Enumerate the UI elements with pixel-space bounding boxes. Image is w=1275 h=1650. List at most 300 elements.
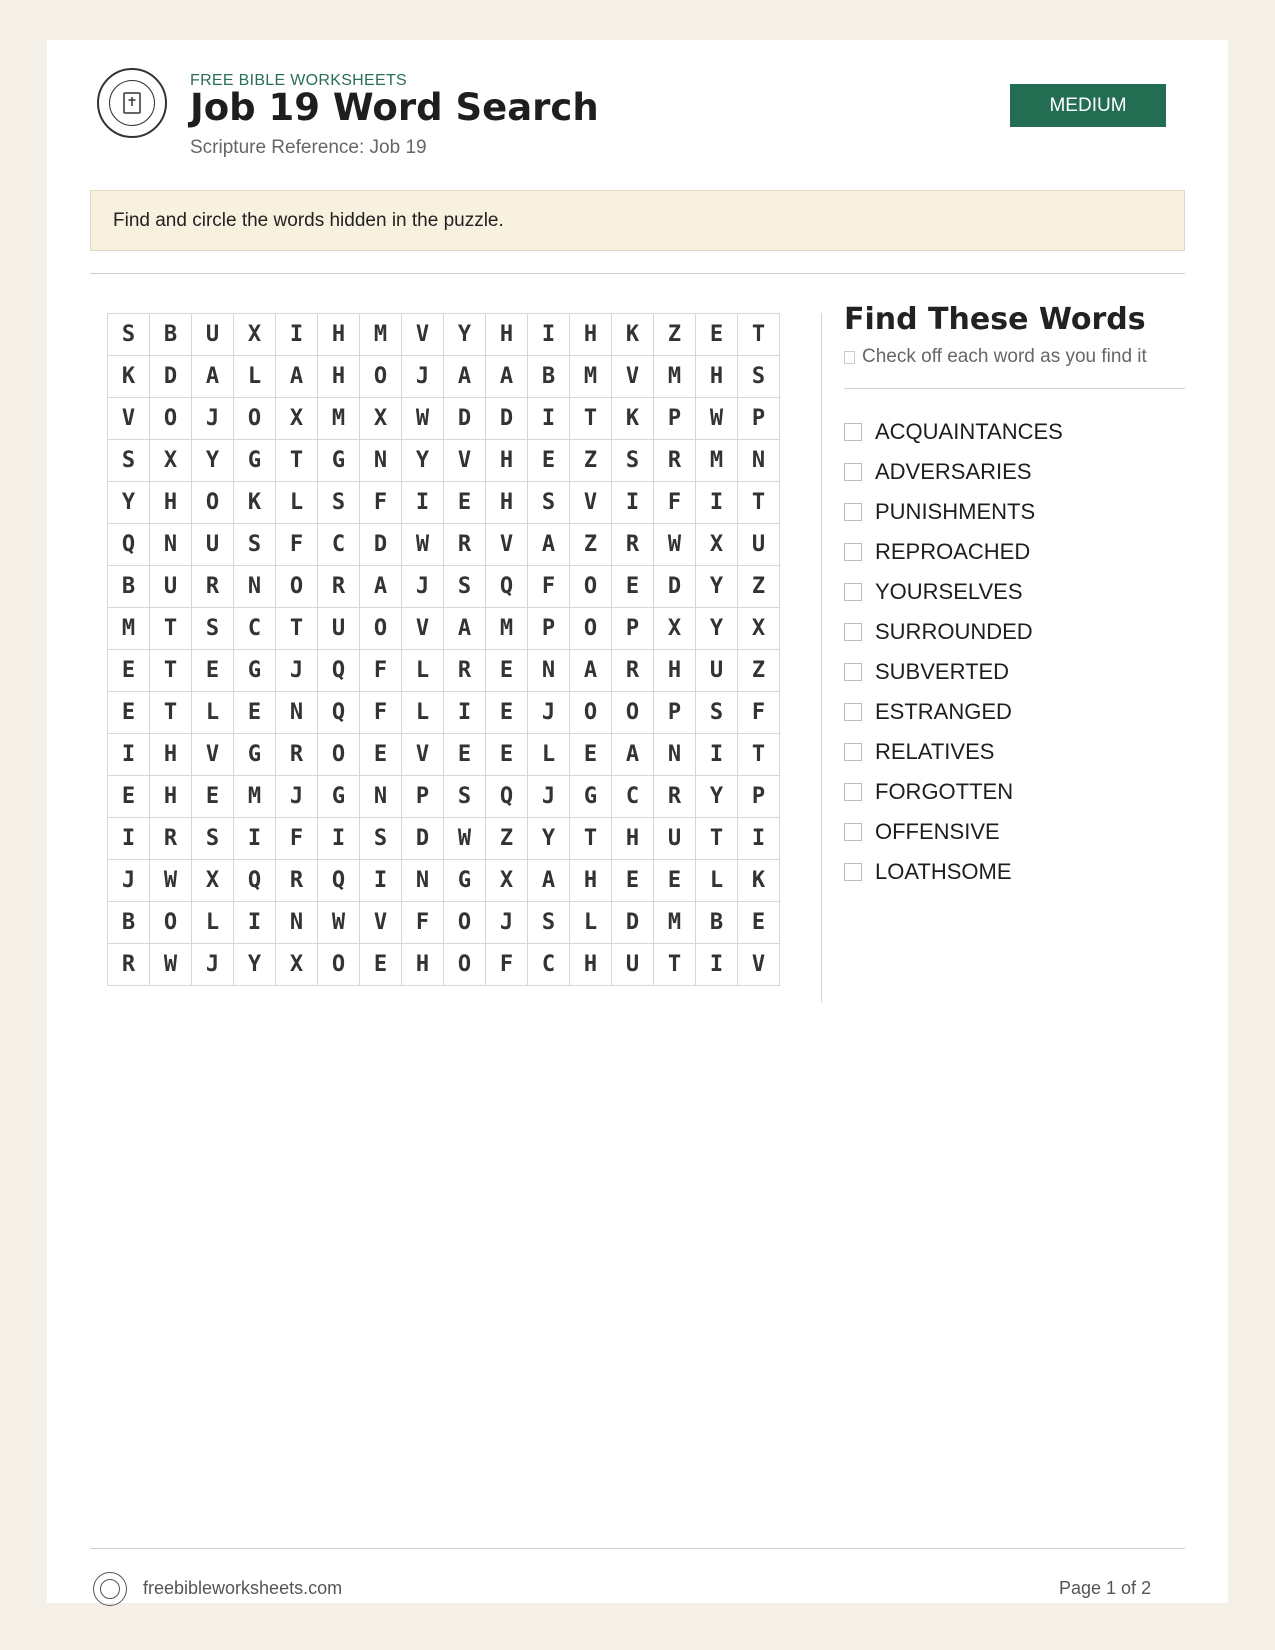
word-label: YOURSELVES bbox=[875, 579, 1023, 604]
grid-cell: Y bbox=[696, 776, 738, 818]
grid-cell: X bbox=[654, 608, 696, 650]
word-checkbox[interactable] bbox=[844, 863, 862, 881]
grid-cell: O bbox=[444, 944, 486, 986]
page-number: Page 1 of 2 bbox=[1059, 1578, 1152, 1598]
divider bbox=[90, 273, 1185, 274]
grid-cell: W bbox=[402, 524, 444, 566]
grid-cell: W bbox=[150, 944, 192, 986]
word-label: RELATIVES bbox=[875, 739, 995, 764]
grid-cell: F bbox=[402, 902, 444, 944]
grid-cell: M bbox=[570, 356, 612, 398]
word-list-hint bbox=[844, 346, 1147, 368]
grid-cell: I bbox=[696, 734, 738, 776]
grid-cell: T bbox=[654, 944, 696, 986]
grid-cell: O bbox=[360, 608, 402, 650]
grid-cell: O bbox=[318, 944, 360, 986]
grid-cell: W bbox=[318, 902, 360, 944]
grid-cell: E bbox=[444, 482, 486, 524]
grid-cell: R bbox=[654, 776, 696, 818]
grid-cell: I bbox=[528, 314, 570, 356]
grid-cell: G bbox=[318, 440, 360, 482]
grid-cell: I bbox=[696, 944, 738, 986]
word-checkbox[interactable] bbox=[844, 743, 862, 761]
grid-cell: U bbox=[192, 314, 234, 356]
grid-cell: T bbox=[570, 818, 612, 860]
grid-cell: E bbox=[486, 650, 528, 692]
grid-cell: X bbox=[486, 860, 528, 902]
grid-cell: T bbox=[150, 608, 192, 650]
grid-cell: O bbox=[444, 902, 486, 944]
grid-cell: H bbox=[654, 650, 696, 692]
grid-cell: F bbox=[360, 650, 402, 692]
grid-cell: H bbox=[150, 776, 192, 818]
grid-row bbox=[108, 818, 780, 860]
grid-cell: T bbox=[570, 398, 612, 440]
grid-cell: E bbox=[738, 902, 780, 944]
word-list-item[interactable] bbox=[844, 692, 1063, 732]
grid-cell: K bbox=[108, 356, 150, 398]
grid-cell: H bbox=[570, 944, 612, 986]
grid-cell: T bbox=[276, 608, 318, 650]
grid-cell: P bbox=[528, 608, 570, 650]
grid-cell: M bbox=[108, 608, 150, 650]
grid-cell: H bbox=[570, 860, 612, 902]
grid-cell: I bbox=[402, 482, 444, 524]
word-search-grid bbox=[107, 313, 780, 986]
grid-cell: N bbox=[654, 734, 696, 776]
column-divider bbox=[821, 313, 822, 1003]
grid-cell: P bbox=[654, 692, 696, 734]
grid-cell: E bbox=[486, 692, 528, 734]
grid-cell: L bbox=[192, 902, 234, 944]
word-checkbox[interactable] bbox=[844, 543, 862, 561]
grid-cell: I bbox=[528, 398, 570, 440]
bible-book-icon bbox=[100, 1579, 120, 1599]
instruction-box: Find and circle the words hidden in the puzzle. bbox=[90, 190, 1185, 251]
grid-cell: B bbox=[150, 314, 192, 356]
grid-cell: I bbox=[276, 314, 318, 356]
grid-cell: I bbox=[612, 482, 654, 524]
grid-cell: I bbox=[108, 818, 150, 860]
grid-cell: Y bbox=[528, 818, 570, 860]
grid-cell: U bbox=[318, 608, 360, 650]
grid-cell: V bbox=[402, 734, 444, 776]
grid-cell: T bbox=[696, 818, 738, 860]
grid-cell: S bbox=[234, 524, 276, 566]
grid-cell: X bbox=[234, 314, 276, 356]
grid-cell: V bbox=[108, 398, 150, 440]
grid-cell: J bbox=[528, 692, 570, 734]
grid-cell: S bbox=[444, 566, 486, 608]
grid-cell: D bbox=[654, 566, 696, 608]
word-list-item[interactable] bbox=[844, 452, 1063, 492]
grid-cell: T bbox=[738, 314, 780, 356]
word-label: ESTRANGED bbox=[875, 699, 1012, 724]
grid-cell: E bbox=[486, 734, 528, 776]
grid-cell: C bbox=[234, 608, 276, 650]
grid-row bbox=[108, 944, 780, 986]
grid-cell: X bbox=[276, 944, 318, 986]
grid-cell: H bbox=[150, 734, 192, 776]
grid-cell: J bbox=[276, 776, 318, 818]
word-label: SUBVERTED bbox=[875, 659, 1010, 684]
grid-cell: U bbox=[654, 818, 696, 860]
grid-cell: L bbox=[402, 692, 444, 734]
grid-cell: O bbox=[612, 692, 654, 734]
grid-cell: E bbox=[192, 650, 234, 692]
grid-row bbox=[108, 566, 780, 608]
grid-cell: I bbox=[318, 818, 360, 860]
word-label: LOATHSOME bbox=[875, 859, 1012, 884]
grid-cell: S bbox=[528, 482, 570, 524]
grid-cell: N bbox=[402, 860, 444, 902]
grid-cell: J bbox=[402, 356, 444, 398]
grid-cell: E bbox=[108, 650, 150, 692]
grid-cell: V bbox=[570, 482, 612, 524]
grid-cell: D bbox=[444, 398, 486, 440]
divider bbox=[844, 388, 1185, 389]
grid-cell: R bbox=[192, 566, 234, 608]
grid-cell: Y bbox=[402, 440, 444, 482]
grid-cell: L bbox=[276, 482, 318, 524]
grid-cell: A bbox=[528, 860, 570, 902]
grid-cell: Z bbox=[486, 818, 528, 860]
grid-cell: I bbox=[360, 860, 402, 902]
grid-cell: T bbox=[738, 482, 780, 524]
grid-cell: X bbox=[150, 440, 192, 482]
grid-cell: A bbox=[360, 566, 402, 608]
grid-cell: A bbox=[486, 356, 528, 398]
grid-cell: S bbox=[360, 818, 402, 860]
grid-cell: B bbox=[528, 356, 570, 398]
grid-cell: V bbox=[612, 356, 654, 398]
grid-row bbox=[108, 314, 780, 356]
grid-cell: G bbox=[234, 650, 276, 692]
grid-cell: Y bbox=[108, 482, 150, 524]
grid-cell: P bbox=[738, 776, 780, 818]
grid-cell: N bbox=[276, 902, 318, 944]
grid-cell: R bbox=[444, 650, 486, 692]
grid-cell: B bbox=[108, 566, 150, 608]
grid-cell: D bbox=[486, 398, 528, 440]
grid-cell: G bbox=[234, 440, 276, 482]
grid-cell: T bbox=[276, 440, 318, 482]
grid-cell: V bbox=[402, 608, 444, 650]
grid-cell: O bbox=[570, 566, 612, 608]
grid-cell: Q bbox=[108, 524, 150, 566]
grid-cell: E bbox=[570, 734, 612, 776]
word-checkbox[interactable] bbox=[844, 583, 862, 601]
grid-cell: A bbox=[528, 524, 570, 566]
grid-cell: S bbox=[192, 818, 234, 860]
grid-cell: H bbox=[402, 944, 444, 986]
grid-cell: X bbox=[738, 608, 780, 650]
grid-cell: R bbox=[654, 440, 696, 482]
grid-cell: K bbox=[234, 482, 276, 524]
grid-cell: O bbox=[360, 356, 402, 398]
grid-cell: M bbox=[696, 440, 738, 482]
grid-cell: H bbox=[150, 482, 192, 524]
grid-cell: R bbox=[612, 524, 654, 566]
grid-cell: D bbox=[402, 818, 444, 860]
grid-cell: M bbox=[654, 356, 696, 398]
grid-cell: D bbox=[612, 902, 654, 944]
footer-site-url: freebibleworksheets.com bbox=[143, 1578, 343, 1598]
word-list-item[interactable] bbox=[844, 572, 1063, 612]
grid-row bbox=[108, 482, 780, 524]
word-label: REPROACHED bbox=[875, 539, 1031, 564]
grid-cell: H bbox=[486, 440, 528, 482]
grid-cell: S bbox=[192, 608, 234, 650]
grid-cell: E bbox=[444, 734, 486, 776]
grid-cell: Y bbox=[444, 314, 486, 356]
grid-cell: V bbox=[738, 944, 780, 986]
grid-cell: S bbox=[612, 440, 654, 482]
grid-cell: F bbox=[528, 566, 570, 608]
grid-cell: K bbox=[612, 314, 654, 356]
grid-cell: E bbox=[108, 692, 150, 734]
word-list-item[interactable] bbox=[844, 852, 1063, 892]
word-label: PUNISHMENTS bbox=[875, 499, 1036, 524]
grid-cell: Z bbox=[738, 566, 780, 608]
grid-cell: E bbox=[360, 734, 402, 776]
grid-cell: H bbox=[318, 356, 360, 398]
grid-row bbox=[108, 440, 780, 482]
grid-cell: N bbox=[276, 692, 318, 734]
word-list-item[interactable] bbox=[844, 772, 1063, 812]
grid-cell: E bbox=[108, 776, 150, 818]
grid-cell: O bbox=[570, 608, 612, 650]
grid-cell: A bbox=[612, 734, 654, 776]
grid-cell: I bbox=[234, 818, 276, 860]
grid-cell: R bbox=[150, 818, 192, 860]
word-list-item[interactable] bbox=[844, 652, 1063, 692]
grid-cell: E bbox=[612, 566, 654, 608]
word-list-item[interactable] bbox=[844, 612, 1063, 652]
grid-cell: J bbox=[108, 860, 150, 902]
grid-cell: D bbox=[360, 524, 402, 566]
grid-cell: J bbox=[528, 776, 570, 818]
grid-cell: H bbox=[486, 314, 528, 356]
grid-cell: V bbox=[444, 440, 486, 482]
grid-cell: E bbox=[528, 440, 570, 482]
word-label: FORGOTTEN bbox=[875, 779, 1014, 804]
grid-cell: N bbox=[360, 776, 402, 818]
grid-cell: S bbox=[108, 314, 150, 356]
grid-cell: X bbox=[696, 524, 738, 566]
grid-cell: Z bbox=[654, 314, 696, 356]
grid-cell: B bbox=[696, 902, 738, 944]
grid-cell: K bbox=[612, 398, 654, 440]
grid-cell: J bbox=[192, 398, 234, 440]
grid-cell: X bbox=[276, 398, 318, 440]
grid-cell: R bbox=[318, 566, 360, 608]
grid-cell: N bbox=[360, 440, 402, 482]
scripture-reference: Scripture Reference: Job 19 bbox=[190, 137, 427, 158]
word-label: OFFENSIVE bbox=[875, 819, 1000, 844]
grid-cell: P bbox=[738, 398, 780, 440]
grid-cell: T bbox=[738, 734, 780, 776]
grid-cell: O bbox=[318, 734, 360, 776]
grid-cell: E bbox=[612, 860, 654, 902]
grid-cell: Q bbox=[486, 566, 528, 608]
grid-cell: W bbox=[654, 524, 696, 566]
grid-cell: F bbox=[276, 818, 318, 860]
grid-cell: U bbox=[738, 524, 780, 566]
worksheet-page bbox=[47, 40, 1228, 1603]
grid-row bbox=[108, 692, 780, 734]
grid-cell: I bbox=[234, 902, 276, 944]
page-title: Job 19 Word Search bbox=[190, 86, 599, 129]
bible-book-icon bbox=[109, 80, 155, 126]
grid-cell: F bbox=[486, 944, 528, 986]
grid-cell: L bbox=[570, 902, 612, 944]
grid-cell: X bbox=[360, 398, 402, 440]
grid-cell: L bbox=[234, 356, 276, 398]
difficulty-badge: MEDIUM bbox=[1010, 84, 1166, 127]
grid-cell: G bbox=[444, 860, 486, 902]
grid-cell: S bbox=[738, 356, 780, 398]
grid-cell: S bbox=[528, 902, 570, 944]
grid-cell: H bbox=[612, 818, 654, 860]
word-label: ADVERSARIES bbox=[875, 459, 1032, 484]
word-list-item[interactable] bbox=[844, 732, 1063, 772]
grid-cell: O bbox=[150, 902, 192, 944]
grid-cell: Q bbox=[318, 650, 360, 692]
grid-cell: Q bbox=[486, 776, 528, 818]
grid-cell: L bbox=[696, 860, 738, 902]
word-checkbox[interactable] bbox=[844, 703, 862, 721]
grid-cell: L bbox=[402, 650, 444, 692]
grid-cell: H bbox=[486, 482, 528, 524]
grid-cell: A bbox=[570, 650, 612, 692]
word-list-item[interactable] bbox=[844, 412, 1063, 452]
grid-cell: G bbox=[318, 776, 360, 818]
grid-cell: P bbox=[612, 608, 654, 650]
grid-cell: F bbox=[360, 482, 402, 524]
grid-cell: M bbox=[234, 776, 276, 818]
grid-cell: C bbox=[318, 524, 360, 566]
grid-cell: A bbox=[276, 356, 318, 398]
grid-cell: J bbox=[192, 944, 234, 986]
word-checkbox[interactable] bbox=[844, 503, 862, 521]
word-label: SURROUNDED bbox=[875, 619, 1033, 644]
word-list-hint-text: Check off each word as you find it bbox=[862, 346, 1147, 367]
word-list-item[interactable] bbox=[844, 492, 1063, 532]
grid-cell: M bbox=[360, 314, 402, 356]
grid-cell: T bbox=[150, 692, 192, 734]
grid-cell: N bbox=[528, 650, 570, 692]
grid-cell: K bbox=[738, 860, 780, 902]
grid-cell: G bbox=[234, 734, 276, 776]
grid-cell: R bbox=[276, 860, 318, 902]
grid-cell: N bbox=[234, 566, 276, 608]
grid-cell: O bbox=[234, 398, 276, 440]
grid-cell: N bbox=[150, 524, 192, 566]
grid-cell: E bbox=[696, 314, 738, 356]
word-checkbox[interactable] bbox=[844, 423, 862, 441]
grid-cell: R bbox=[276, 734, 318, 776]
grid-row bbox=[108, 608, 780, 650]
grid-row bbox=[108, 398, 780, 440]
word-list-item[interactable] bbox=[844, 532, 1063, 572]
footer-divider bbox=[90, 1548, 1185, 1549]
grid-cell: V bbox=[486, 524, 528, 566]
grid-cell: R bbox=[612, 650, 654, 692]
site-logo bbox=[97, 68, 167, 138]
grid-cell: I bbox=[738, 818, 780, 860]
grid-cell: Z bbox=[570, 524, 612, 566]
grid-cell: S bbox=[108, 440, 150, 482]
grid-cell: W bbox=[444, 818, 486, 860]
grid-cell: X bbox=[192, 860, 234, 902]
grid-row bbox=[108, 734, 780, 776]
grid-cell: V bbox=[402, 314, 444, 356]
grid-cell: Y bbox=[192, 440, 234, 482]
grid-cell: W bbox=[150, 860, 192, 902]
grid-cell: Z bbox=[738, 650, 780, 692]
word-list bbox=[844, 412, 1063, 892]
grid-cell: I bbox=[696, 482, 738, 524]
grid-cell: U bbox=[150, 566, 192, 608]
word-checkbox[interactable] bbox=[844, 623, 862, 641]
grid-cell: F bbox=[738, 692, 780, 734]
grid-cell: I bbox=[444, 692, 486, 734]
grid-cell: L bbox=[528, 734, 570, 776]
grid-cell: R bbox=[444, 524, 486, 566]
word-list-heading: Find These Words bbox=[844, 302, 1146, 337]
grid-cell: W bbox=[696, 398, 738, 440]
grid-cell: Q bbox=[318, 692, 360, 734]
grid-cell: N bbox=[738, 440, 780, 482]
word-list-item[interactable] bbox=[844, 812, 1063, 852]
grid-cell: S bbox=[696, 692, 738, 734]
grid-row bbox=[108, 776, 780, 818]
grid-cell: F bbox=[276, 524, 318, 566]
grid-cell: M bbox=[486, 608, 528, 650]
grid-cell: M bbox=[318, 398, 360, 440]
word-checkbox[interactable] bbox=[844, 463, 862, 481]
grid-cell: B bbox=[108, 902, 150, 944]
grid-row bbox=[108, 356, 780, 398]
grid-cell: U bbox=[192, 524, 234, 566]
grid-cell: P bbox=[654, 398, 696, 440]
grid-cell: H bbox=[570, 314, 612, 356]
grid-cell: V bbox=[192, 734, 234, 776]
checkbox-icon bbox=[844, 351, 855, 364]
word-checkbox[interactable] bbox=[844, 783, 862, 801]
grid-cell: V bbox=[360, 902, 402, 944]
grid-cell: A bbox=[444, 356, 486, 398]
grid-row bbox=[108, 902, 780, 944]
grid-row bbox=[108, 650, 780, 692]
grid-cell: Y bbox=[696, 608, 738, 650]
grid-cell: L bbox=[192, 692, 234, 734]
grid-cell: C bbox=[528, 944, 570, 986]
grid-cell: E bbox=[360, 944, 402, 986]
grid-cell: A bbox=[444, 608, 486, 650]
word-checkbox[interactable] bbox=[844, 823, 862, 841]
grid-cell: J bbox=[402, 566, 444, 608]
word-checkbox[interactable] bbox=[844, 663, 862, 681]
grid-cell: I bbox=[108, 734, 150, 776]
grid-cell: S bbox=[444, 776, 486, 818]
grid-row bbox=[108, 524, 780, 566]
grid-cell: Q bbox=[234, 860, 276, 902]
grid-cell: U bbox=[612, 944, 654, 986]
grid-cell: U bbox=[696, 650, 738, 692]
grid-cell: Z bbox=[570, 440, 612, 482]
